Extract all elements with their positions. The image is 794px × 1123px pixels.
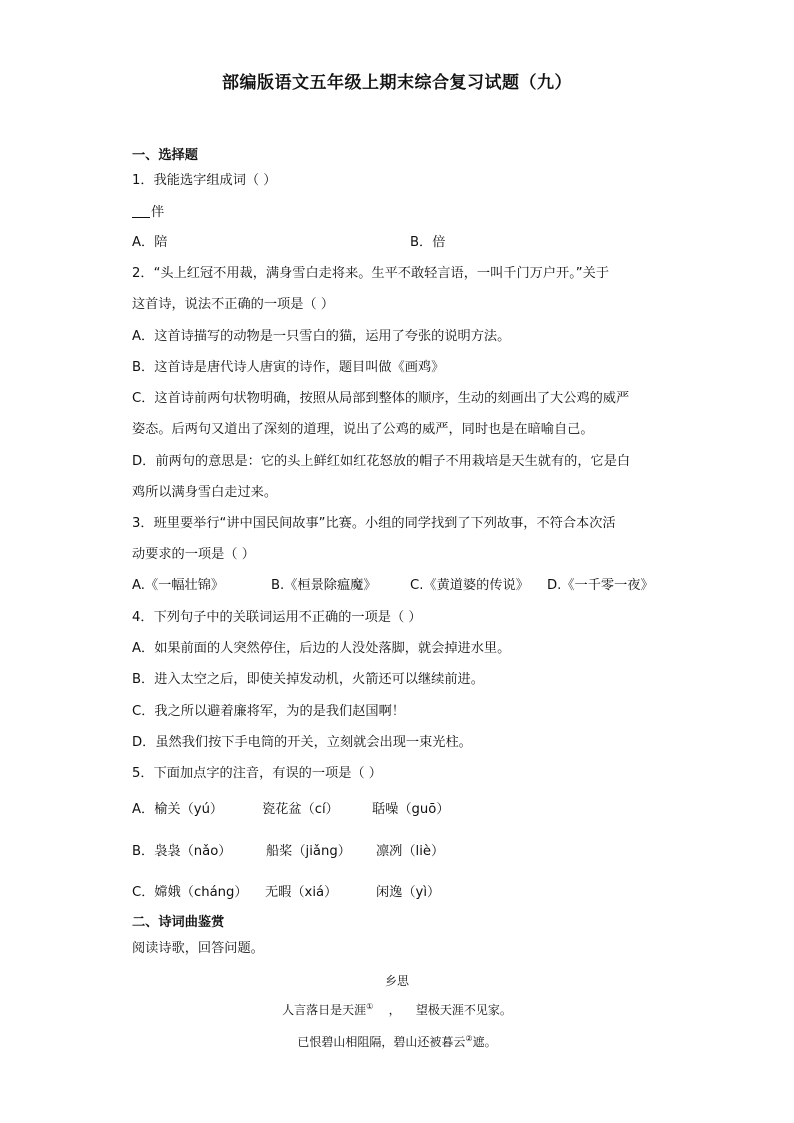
blank-suffix: 伴 bbox=[151, 205, 165, 220]
question-1-blank-word bbox=[132, 203, 672, 222]
q5-a-item-2: 瓷花盆（cí） bbox=[262, 802, 339, 817]
q5-c-item-2: 无暇（xiá） bbox=[265, 885, 338, 900]
q1-option-b[interactable]: B．倍 bbox=[410, 235, 446, 250]
question-5-stem: 5．下面加点字的注音，有误的一项是（ ） bbox=[132, 766, 382, 781]
q2-option-c-line2: 姿态。后两句又道出了深刻的道理，说出了公鸡的威严，同时也是在暗喻自己。 bbox=[132, 422, 594, 437]
question-1-options bbox=[132, 234, 672, 252]
q5-b-item-1: B．袅袅（nǎo） bbox=[132, 844, 232, 859]
question-2-stem-line2: 这首诗，说法不正确的一项是（ ） bbox=[132, 297, 335, 312]
question-3-stem-line1: 3．班里要举行“讲中国民间故事”比赛。小组的同学找到了下列故事，不符合本次活 bbox=[132, 516, 616, 531]
section-heading-choice: 一、选择题 bbox=[132, 148, 198, 163]
q2-option-d-line1[interactable]: D．前两句的意思是：它的头上鲜红如红花怒放的帽子不用栽培是天生就有的，它是白 bbox=[132, 454, 631, 469]
q3-option-b[interactable]: B.《桓景除瘟魔》 bbox=[271, 578, 377, 593]
footnote-marker-1: ① bbox=[366, 1002, 374, 1011]
section-heading-poetry: 二、诗词曲鉴赏 bbox=[132, 915, 225, 930]
page-title: 部编版语文五年级上期末综合复习试题（九） bbox=[222, 73, 572, 93]
q5-a-item-3: 聒噪（guō） bbox=[372, 802, 450, 817]
poem-title: 乡思 bbox=[384, 974, 409, 988]
question-2-stem-line1: 2．“头上红冠不用裁，满身雪白走将来。生平不敢轻言语，一叫千门万户开。”关于 bbox=[132, 266, 610, 281]
q5-b-item-2: 船桨（jiǎng） bbox=[266, 844, 351, 859]
poem-line-2: 已恨碧山相阻隔，碧山还被暮云②遮。 bbox=[297, 1034, 497, 1049]
q4-option-c[interactable]: C．我之所以避着廉将军，为的是我们赵国啊！ bbox=[132, 704, 405, 719]
q3-option-d[interactable]: D.《一千零一夜》 bbox=[547, 578, 654, 593]
fill-blank[interactable] bbox=[132, 203, 150, 218]
q5-b-item-3: 凛冽（liè） bbox=[376, 844, 445, 859]
q2-option-a[interactable]: A．这首诗描写的动物是一只雪白的猫，运用了夸张的说明方法。 bbox=[132, 329, 511, 344]
question-3-stem-line2: 动要求的一项是（ ） bbox=[132, 547, 255, 562]
q4-option-b[interactable]: B．进入太空之后，即使关掉发动机，火箭还可以继续前进。 bbox=[132, 672, 484, 687]
q2-option-d-line2: 鸡所以满身雪白走过来。 bbox=[132, 485, 278, 500]
q5-c-item-3: 闲逸（yì） bbox=[376, 885, 441, 900]
q3-option-a[interactable]: A.《一幅壮锦》 bbox=[132, 578, 225, 593]
q2-option-b[interactable]: B．这首诗是唐代诗人唐寅的诗作，题目叫做《画鸡》 bbox=[132, 360, 445, 375]
footnote-marker-2: ② bbox=[465, 1034, 473, 1043]
question-4-stem: 4．下列句子中的关联词运用不正确的一项是（ ） bbox=[132, 610, 422, 625]
poem-line-1: 人言落日是天涯① ， 望极天涯不见家。 bbox=[282, 1002, 512, 1017]
q4-option-d[interactable]: D．虽然我们按下手电筒的开关，立刻就会出现一束光柱。 bbox=[132, 735, 472, 750]
q5-c-item-1: C．嫦娥（cháng） bbox=[132, 885, 248, 900]
poetry-instruction: 阅读诗歌，回答问题。 bbox=[132, 941, 264, 956]
question-1-stem: 1．我能选字组成词（ ） bbox=[132, 173, 277, 188]
q3-option-c[interactable]: C.《黄道婆的传说》 bbox=[410, 578, 529, 593]
q1-option-a[interactable]: A．陪 bbox=[132, 235, 168, 250]
q4-option-a[interactable]: A．如果前面的人突然停住，后边的人没处落脚，就会掉进水里。 bbox=[132, 641, 511, 656]
q2-option-c-line1[interactable]: C．这首诗前两句状物明确，按照从局部到整体的顺序，生动的刻画出了大公鸡的威严 bbox=[132, 391, 630, 406]
q5-a-item-1: A．榆关（yú） bbox=[132, 802, 224, 817]
